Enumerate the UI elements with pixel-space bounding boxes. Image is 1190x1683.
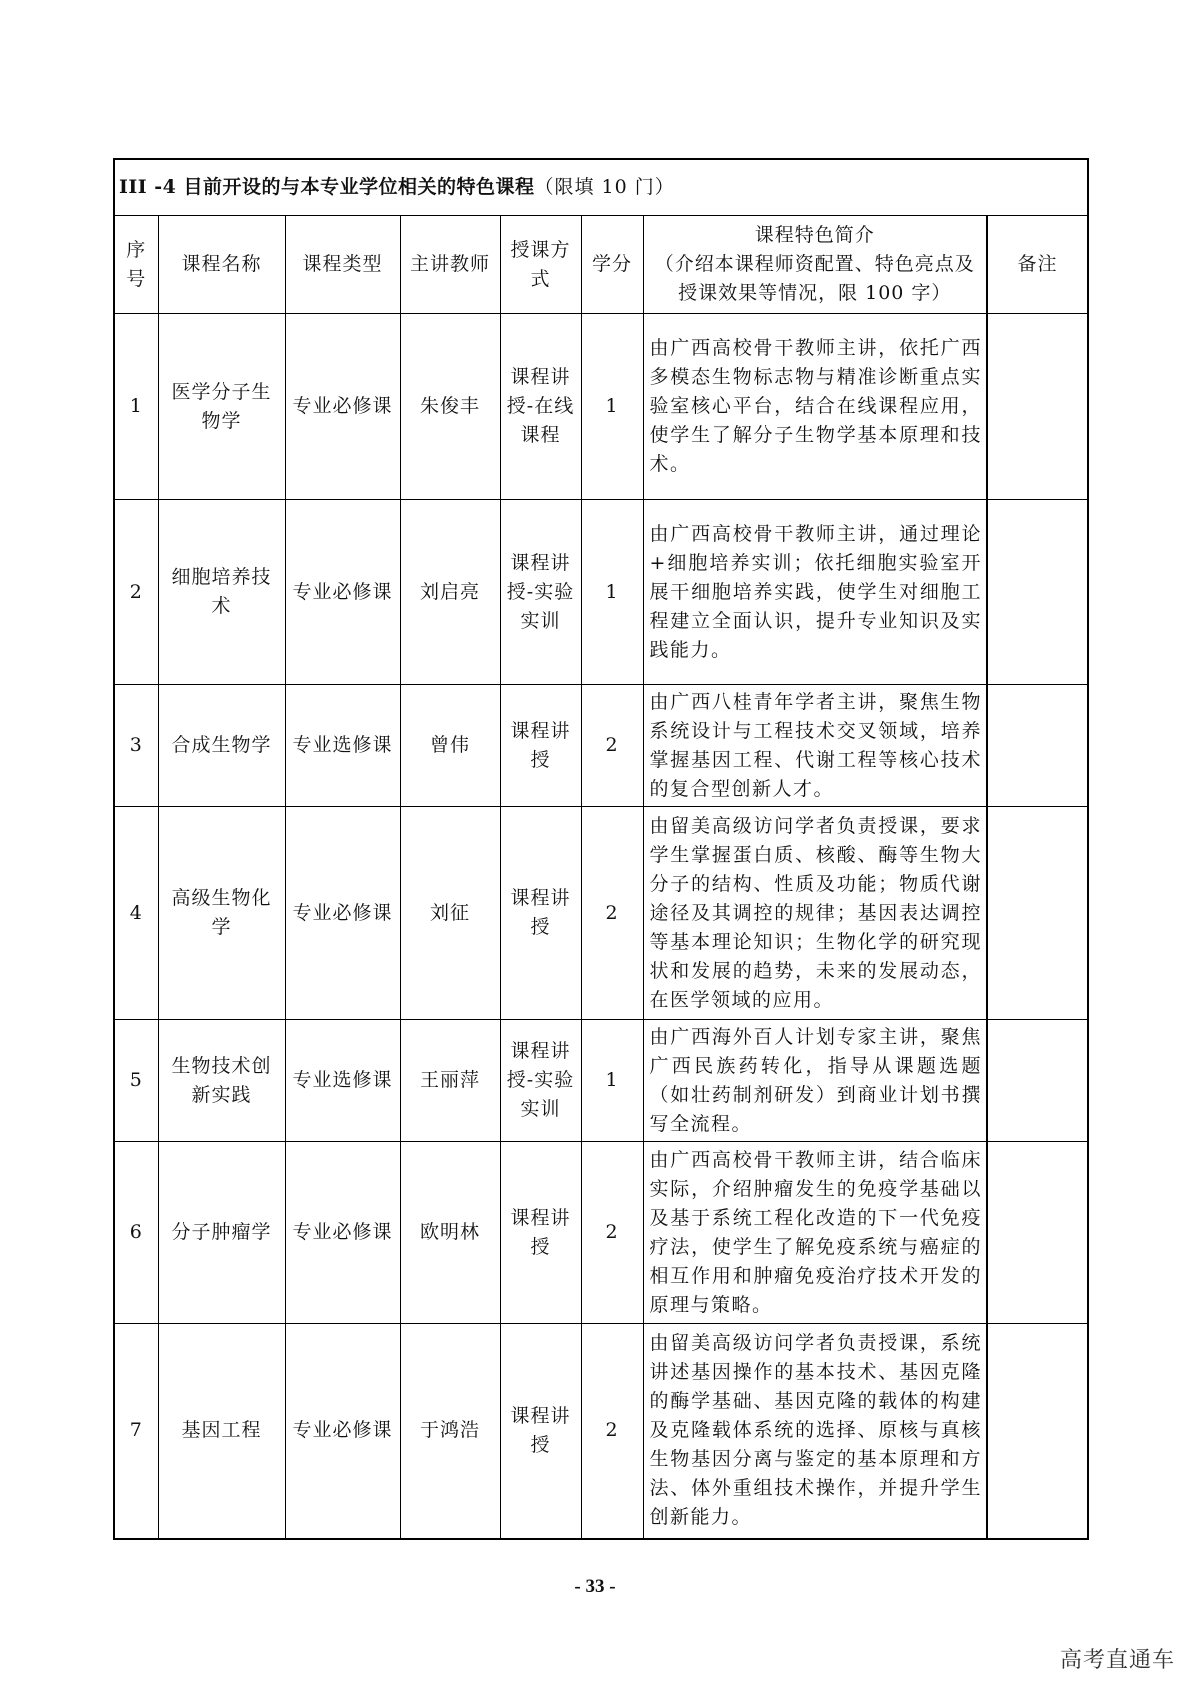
course-type: 专业必修课	[285, 1324, 400, 1539]
watermark-text: 高考直通车	[1060, 1648, 1176, 1673]
course-description: 由留美高级访问学者负责授课，要求学生掌握蛋白质、核酸、酶等生物大分子的结构、性质及功能；物质代谢途径及其调控的规律；基因表达调控等基本理论知识；生物化学的研究现状和发展的趋势，未来的发展动态，在医学领域的应用。	[643, 807, 987, 1020]
course-description: 由广西高校骨干教师主讲，结合临床实际，介绍肿瘤发生的免疫学基础以及基于系统工程化改造的下一代免疫疗法，使学生了解免疫系统与癌症的相互作用和肿瘤免疫治疗技术开发的原理与策略。	[643, 1142, 987, 1324]
table-row	[114, 314, 1088, 500]
course-method: 课程讲授-在线课程	[500, 314, 581, 500]
table-row	[114, 807, 1088, 1020]
course-description: 由广西高校骨干教师主讲，依托广西多模态生物标志物与精准诊断重点实验室核心平台，结合在线课程应用，使学生了解分子生物学基本原理和技术。	[643, 314, 987, 500]
course-name: 医学分子生物学	[158, 314, 285, 500]
table-row	[114, 685, 1088, 807]
course-index: 1	[114, 314, 158, 500]
course-name: 高级生物化学	[158, 807, 285, 1020]
course-method: 课程讲授	[500, 807, 581, 1020]
course-credit: 1	[581, 500, 643, 685]
course-type: 专业选修课	[285, 685, 400, 807]
featured-courses-table	[113, 158, 1089, 1540]
course-teacher: 朱俊丰	[400, 314, 500, 500]
course-method: 课程讲授-实验实训	[500, 500, 581, 685]
course-remarks	[987, 1142, 1088, 1324]
course-remarks	[987, 314, 1088, 500]
course-credit: 1	[581, 314, 643, 500]
course-type: 专业必修课	[285, 314, 400, 500]
course-credit: 1	[581, 1020, 643, 1142]
table-title	[114, 159, 1088, 216]
course-teacher: 于鸿浩	[400, 1324, 500, 1539]
course-type: 专业选修课	[285, 1020, 400, 1142]
header-description	[643, 216, 987, 314]
header-type: 课程类型	[285, 216, 400, 314]
table-row	[114, 1142, 1088, 1324]
table-row	[114, 500, 1088, 685]
course-description: 由广西高校骨干教师主讲，通过理论+细胞培养实训；依托细胞实验室开展干细胞培养实践，使学生对细胞工程建立全面认识，提升专业知识及实践能力。	[643, 500, 987, 685]
course-type: 专业必修课	[285, 807, 400, 1020]
header-credit: 学分	[581, 216, 643, 314]
header-description-note: （介绍本课程师资配置、特色亮点及授课效果等情况，限 100 字）	[654, 253, 975, 304]
course-teacher: 刘征	[400, 807, 500, 1020]
table-row	[114, 1324, 1088, 1539]
table-title-main: III -4 目前开设的与本专业学位相关的特色课程	[119, 176, 535, 198]
table-header-row	[114, 216, 1088, 314]
course-index: 4	[114, 807, 158, 1020]
course-teacher: 王丽萍	[400, 1020, 500, 1142]
course-method: 课程讲授	[500, 685, 581, 807]
course-index: 6	[114, 1142, 158, 1324]
header-teacher: 主讲教师	[400, 216, 500, 314]
course-teacher: 刘启亮	[400, 500, 500, 685]
course-method: 课程讲授-实验实训	[500, 1020, 581, 1142]
course-remarks	[987, 500, 1088, 685]
table-title-row	[114, 159, 1088, 216]
course-index: 2	[114, 500, 158, 685]
table-body	[114, 314, 1088, 1539]
course-credit: 2	[581, 1324, 643, 1539]
header-description-title: 课程特色简介	[754, 224, 875, 246]
course-index: 3	[114, 685, 158, 807]
table-row	[114, 1020, 1088, 1142]
course-name: 分子肿瘤学	[158, 1142, 285, 1324]
course-index: 5	[114, 1020, 158, 1142]
course-description: 由广西八桂青年学者主讲，聚焦生物系统设计与工程技术交叉领域，培养掌握基因工程、代谢工程等核心技术的复合型创新人才。	[643, 685, 987, 807]
course-method: 课程讲授	[500, 1324, 581, 1539]
header-method: 授课方式	[500, 216, 581, 314]
course-name: 生物技术创新实践	[158, 1020, 285, 1142]
course-remarks	[987, 685, 1088, 807]
course-credit: 2	[581, 685, 643, 807]
header-remarks: 备注	[987, 216, 1088, 314]
course-description: 由广西海外百人计划专家主讲，聚焦广西民族药转化，指导从课题选题（如壮药制剂研发）到商业计划书撰写全流程。	[643, 1020, 987, 1142]
course-name: 基因工程	[158, 1324, 285, 1539]
course-name: 合成生物学	[158, 685, 285, 807]
course-index: 7	[114, 1324, 158, 1539]
course-credit: 2	[581, 1142, 643, 1324]
header-index: 序号	[114, 216, 158, 314]
course-credit: 2	[581, 807, 643, 1020]
course-description: 由留美高级访问学者负责授课，系统讲述基因操作的基本技术、基因克隆的酶学基础、基因克隆的载体的构建及克隆载体系统的选择、原核与真核生物基因分离与鉴定的基本原理和方法、体外重组技术操作，并提升学生创新能力。	[643, 1324, 987, 1539]
table-title-note: （限填 10 门）	[534, 176, 675, 198]
course-type: 专业必修课	[285, 500, 400, 685]
course-remarks	[987, 1324, 1088, 1539]
header-name: 课程名称	[158, 216, 285, 314]
course-remarks	[987, 1020, 1088, 1142]
course-type: 专业必修课	[285, 1142, 400, 1324]
course-name: 细胞培养技术	[158, 500, 285, 685]
course-method: 课程讲授	[500, 1142, 581, 1324]
course-teacher: 欧明林	[400, 1142, 500, 1324]
course-remarks	[987, 807, 1088, 1020]
course-teacher: 曾伟	[400, 685, 500, 807]
page-number: - 33 -	[574, 1576, 616, 1597]
